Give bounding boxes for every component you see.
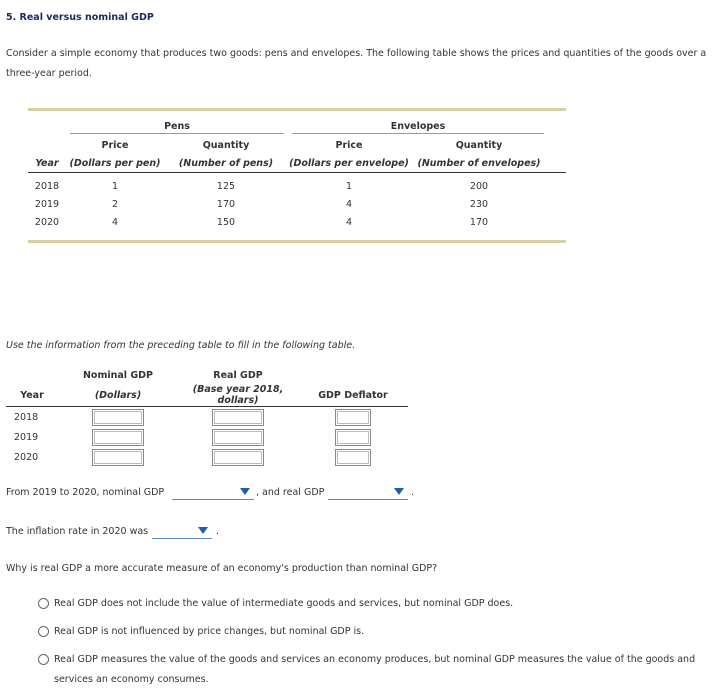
sentence-period: .: [216, 526, 220, 537]
envelope-price-cell: 4: [345, 198, 353, 210]
real-gdp-dropdown[interactable]: [328, 485, 408, 500]
answer-option[interactable]: [38, 594, 718, 614]
envelope-price-cell: 4: [345, 216, 353, 228]
envelope-quantity-cell: 230: [469, 198, 489, 210]
nominal-gdp-input-2019[interactable]: [92, 429, 144, 446]
year-header: Year: [28, 154, 66, 173]
prices-quantities-table: [28, 118, 566, 231]
pen-quantity-cell: 125: [216, 180, 236, 192]
pen-quantity-unit: (Number of pens): [164, 154, 288, 173]
dropdown-arrow-icon: [198, 527, 208, 534]
gdp-deflator-header: GDP Deflator: [298, 384, 408, 407]
nominal-gdp-input-2018[interactable]: [92, 409, 144, 426]
year-cell: 2019: [14, 431, 39, 443]
answer-option-label: Real GDP is not influenced by price changes, but nominal GDP is.: [54, 626, 365, 637]
table-row: [6, 427, 408, 447]
answer-option-label: Real GDP measures the value of the goods and services an economy produces, but nominal GDP measures the value of the goods and services an economy consumes.: [54, 654, 696, 685]
gdp-deflator-input-2018[interactable]: [335, 409, 371, 426]
pen-price-cell: 4: [111, 216, 119, 228]
envelope-quantity-cell: 200: [469, 180, 489, 192]
table-row: [28, 177, 566, 195]
year-header: Year: [6, 384, 58, 407]
answer-option[interactable]: [38, 622, 718, 642]
nominal-gdp-unit: (Dollars): [58, 384, 178, 407]
table-row: [6, 447, 408, 467]
pen-price-cell: 2: [111, 198, 119, 210]
year-cell: 2018: [14, 411, 39, 423]
answer-option[interactable]: [38, 650, 718, 690]
nominal-gdp-sentence: From 2019 to 2020, nominal GDP: [6, 487, 165, 498]
real-gdp-sentence: , and real GDP: [256, 487, 325, 498]
year-cell: 2020: [14, 451, 39, 463]
radio-button[interactable]: [38, 598, 49, 609]
pens-group-header: Pens: [66, 118, 288, 136]
radio-button[interactable]: [38, 654, 49, 665]
nominal-gdp-header: Nominal GDP: [82, 369, 154, 381]
answer-option-label: Real GDP does not include the value of intermediate goods and services, but nominal GDP does.: [54, 598, 514, 609]
table-row: [6, 407, 408, 428]
year-cell: 2019: [34, 198, 60, 210]
real-gdp-input-2019[interactable]: [212, 429, 264, 446]
pen-price-header: Price: [101, 139, 129, 151]
pen-quantity-cell: 170: [216, 198, 236, 210]
envelope-price-unit: (Dollars per envelope): [288, 154, 410, 173]
question-text: Why is real GDP a more accurate measure of an economy's production than nominal GDP?: [6, 563, 438, 574]
inflation-rate-dropdown[interactable]: [152, 524, 212, 539]
real-gdp-input-2018[interactable]: [212, 409, 264, 426]
radio-button[interactable]: [38, 626, 49, 637]
envelopes-group-header: Envelopes: [288, 118, 548, 136]
instruction-text: Use the information from the preceding table to fill in the following table.: [6, 340, 356, 351]
pen-quantity-cell: 150: [216, 216, 236, 228]
nominal-gdp-dropdown[interactable]: [172, 485, 254, 500]
pen-quantity-header: Quantity: [202, 139, 250, 151]
envelope-price-header: Price: [335, 139, 363, 151]
real-gdp-header: Real GDP: [213, 369, 263, 381]
year-cell: 2020: [34, 216, 60, 228]
year-cell: 2018: [34, 180, 60, 192]
envelope-quantity-header: Quantity: [455, 139, 503, 151]
pen-price-cell: 1: [111, 180, 119, 192]
table-row: [28, 195, 566, 213]
nominal-gdp-input-2020[interactable]: [92, 449, 144, 466]
dropdown-arrow-icon: [394, 488, 404, 495]
gdp-table: [6, 366, 408, 467]
envelope-quantity-unit: (Number of envelopes): [410, 154, 548, 173]
section-title: 5. Real versus nominal GDP: [6, 12, 154, 23]
sentence-period: .: [411, 487, 415, 498]
pen-price-unit: (Dollars per pen): [66, 154, 164, 173]
gdp-deflator-input-2019[interactable]: [335, 429, 371, 446]
dropdown-arrow-icon: [240, 488, 250, 495]
envelope-price-cell: 1: [345, 180, 353, 192]
real-gdp-unit: (Base year 2018, dollars): [178, 384, 298, 407]
table-row: [28, 213, 566, 231]
table1-bottom-rule: [28, 240, 566, 243]
inflation-sentence: The inflation rate in 2020 was: [6, 526, 149, 537]
envelope-quantity-cell: 170: [469, 216, 489, 228]
table1-top-rule: [28, 108, 566, 111]
intro-text: Consider a simple economy that produces two goods: pens and envelopes. The following table shows the prices and quantities of the goods over a three-year period.: [6, 48, 707, 79]
real-gdp-input-2020[interactable]: [212, 449, 264, 466]
gdp-deflator-input-2020[interactable]: [335, 449, 371, 466]
